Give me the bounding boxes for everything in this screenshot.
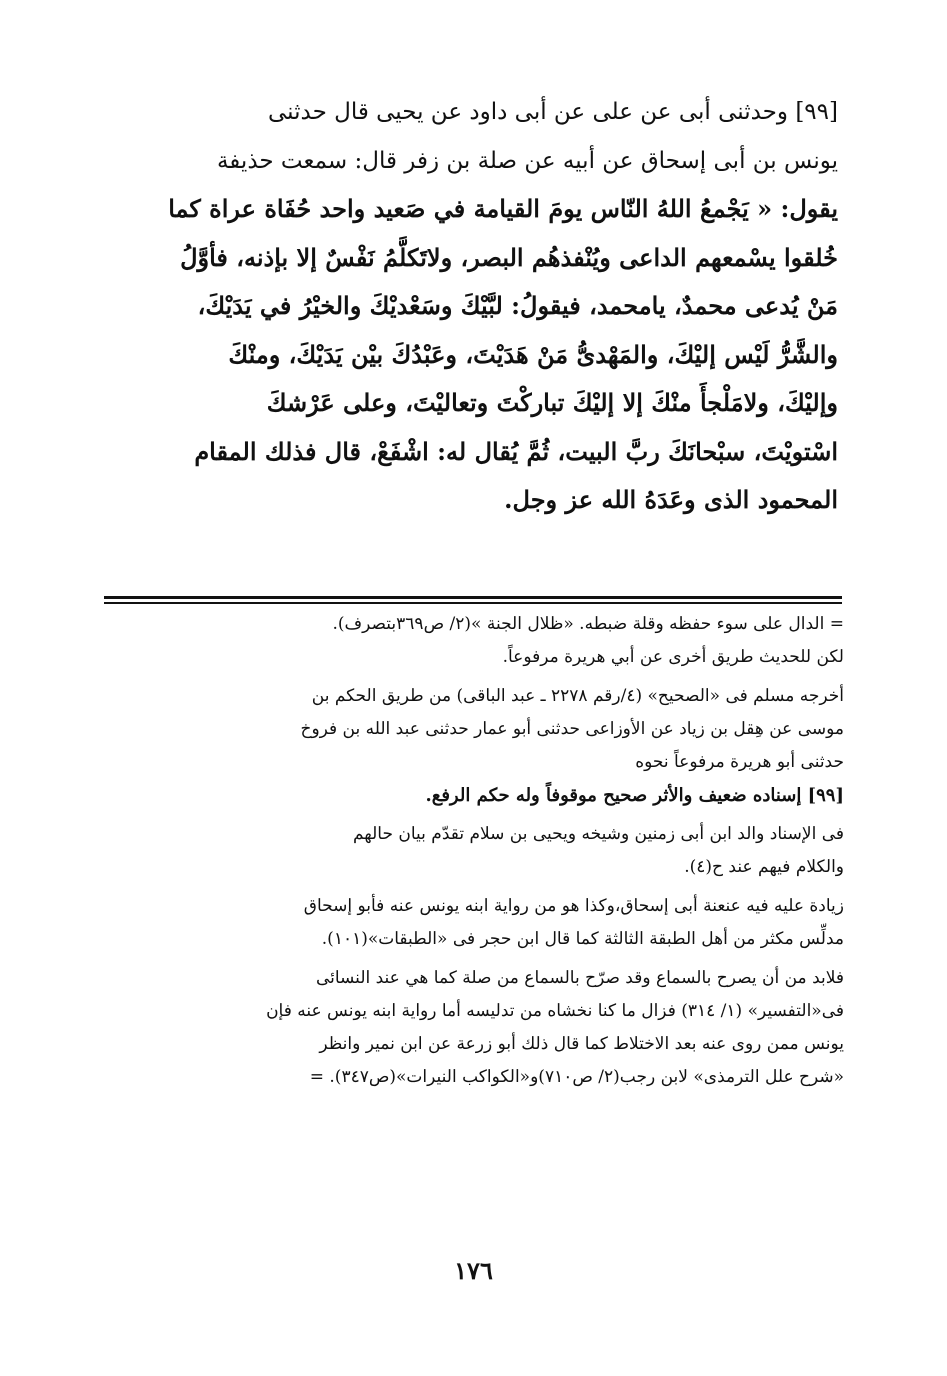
footnote-line: حدثنى أبو هريرة مرفوعاً نحوه	[635, 752, 844, 772]
page-number: ١٧٦	[454, 1256, 493, 1285]
hadith-line: والشَّرُّ لَيْس إليْكَ، والمَهْدىُّ مَنْ هَدَيْتَ، وعَبْدُكَ بيْن يَدَيْكَ، ومنْكَ	[228, 339, 838, 369]
footnote-paragraph	[104, 818, 844, 884]
footnotes	[104, 608, 844, 1094]
footnote-line: فلابد من أن يصرح بالسماع وقد صرّح بالسماع من صلة كما هي عند النسائى	[315, 968, 844, 988]
hadith-line: يقول: « يَجْمعُ اللهُ النّاس يومَ القيامة في صَعيد واحد حُفَاة عراة كما	[168, 194, 838, 223]
footnote-line: أخرجه مسلم فى «الصحيح» (٤/رقم ٢٢٧٨ ـ عبد الباقى) من طريق الحكم بن	[311, 686, 844, 706]
footnote-line: فى«التفسير» (١/ ٣١٤) فزال ما كنا نخشاه من تدليسه أما رواية ابنه يونس عنه فإن	[266, 1001, 844, 1021]
hadith-line: اسْتويْتَ، سبْحانَكَ ربَّ البيت، ثُمَّ يُقال له: اشْفَعْ، قال فذلك المقام	[194, 436, 838, 466]
footnote-continuation	[104, 608, 844, 674]
hadith-line: المحمود الذى وعَدَهُ الله عز وجل.	[504, 485, 838, 514]
hadith-text	[98, 88, 838, 525]
footnote-heading: [٩٩] إسناده ضعيف والأثر صحيح موقوفاً وله حكم الرفع.	[425, 785, 844, 806]
footnote-line: موسى عن هِقل بن زياد عن الأوزاعى حدثنى أبو عمار حدثنى عبد الله بن فروخ	[300, 719, 844, 739]
hadith-line: [٩٩] وحدثنى أبى عن على عن أبى داود عن يحيى قال حدثنى	[268, 99, 838, 125]
footnote-line: «شرح علل الترمذى» لابن رجب(٢/ ص٧١٠)و«الكواكب النيرات»(ص٣٤٧). =	[309, 1067, 844, 1087]
footnote-line: زيادة عليه فيه عنعنة أبى إسحاق،وكذا هو من رواية ابنه يونس عنه فأبو إسحاق	[303, 896, 844, 916]
hadith-line: وإليْكَ، ولامَلْجأَ منْكَ إلا إليْكَ تباركْتَ وتعاليْتَ، وعلى عَرْشكَ	[266, 388, 838, 417]
footnote-takhrij	[104, 680, 844, 779]
footnote-line: فى الإسناد والد ابن أبى زمنين وشيخه ويحيى بن سلام تقدّم بيان حالهم	[352, 824, 844, 844]
footnote-paragraph	[104, 962, 844, 1094]
hadith-line: خُلقوا يسْمعهم الداعى ويُنْفذهُم البصر، ولاتَكلَّمُ نَفْسٌ إلا بإذنه، فأوَّلُ	[180, 242, 838, 272]
footnote-line: والكلام فيهم عند ح(٤).	[684, 857, 844, 877]
footnote-line: مدلِّس مكثر من أهل الطبقة الثالثة كما قال ابن حجر فى «الطبقات»(١٠١).	[321, 929, 844, 949]
footnote-line: يونس ممن روى عنه بعد الاختلاط كما قال ذلك أبو زرعة عن ابن نمير وانظر	[319, 1034, 844, 1054]
footnote-divider-secondary	[104, 602, 842, 604]
footnote-paragraph	[104, 890, 844, 956]
hadith-line: يونس بن أبى إسحاق عن أبيه عن صلة بن زفر قال: سمعت حذيفة	[216, 147, 838, 174]
footnote-divider	[104, 596, 842, 599]
footnote-line: = الدال على سوء حفظه وقلة ضبطه. «ظلال الجنة »(٢/ ص٣٦٩بتصرف).	[332, 614, 844, 634]
footnote-line: لكن للحديث طريق أخرى عن أبي هريرة مرفوعاً.	[502, 647, 844, 667]
hadith-line: مَنْ يُدعى محمدٌ، يامحمد، فيقولُ: لبَّيْكَ وسَعْديْكَ والخيْرُ في يَدَيْكَ،	[197, 291, 838, 320]
